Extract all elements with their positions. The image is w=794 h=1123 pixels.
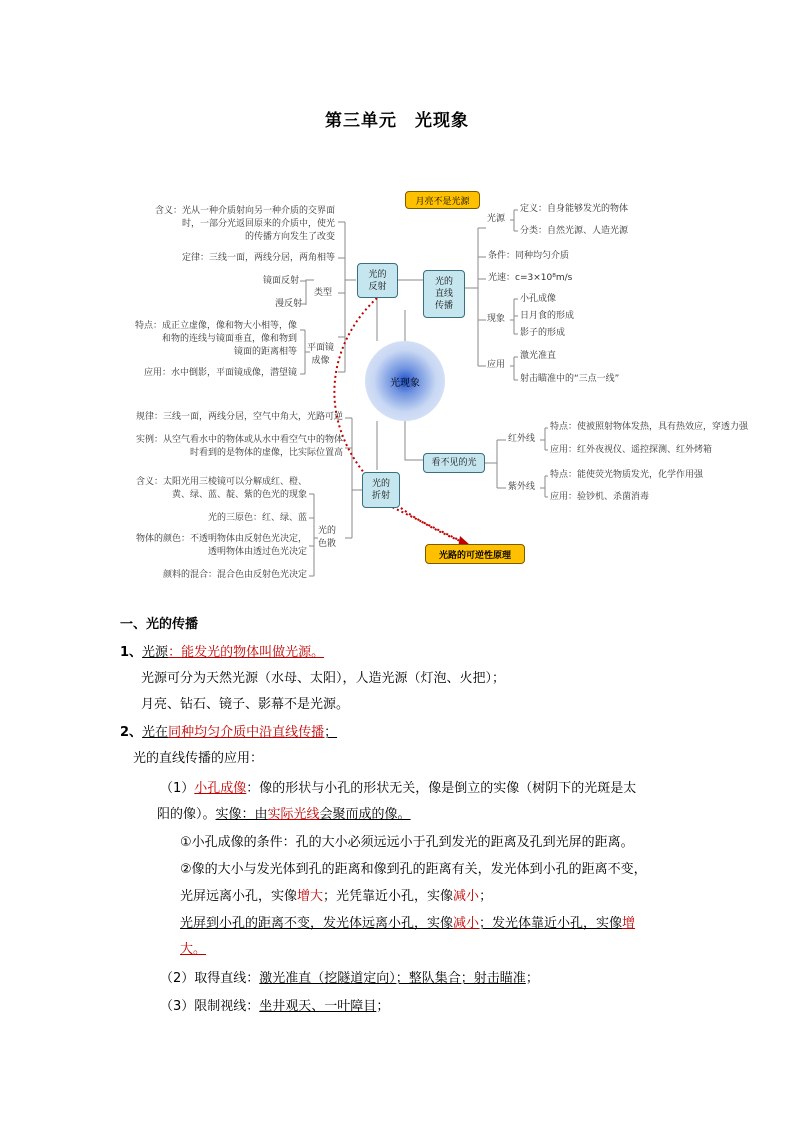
node-straight-propagation: 光的直线传播 — [423, 270, 465, 318]
condition-3-line2: 大。 — [180, 942, 207, 957]
refraction-example: 实例：从空气看水中的物体或从水中看空气中的物体 时看到的是物体的虚像，比实际位置高 — [135, 435, 343, 458]
straight-app-label: 应用 — [487, 360, 506, 370]
mindmap-center: 光现象 — [365, 341, 445, 421]
object-color: 物体的颜色：不透明物体由反射色光决定， 透明物体由透过色光决定 — [135, 534, 307, 557]
paragraph-1-line2: 光源可分为天然光源（水母、太阳），人造光源（灯泡、火把）； — [141, 671, 506, 686]
source-label: 光源 — [487, 214, 506, 224]
app-1-line1: （1）小孔成像：像的形状与小孔的形状无关，像是倒立的实像（树阴下的光斑是太 — [160, 781, 637, 796]
paragraph-1: 1、光源：能发光的物体叫做光源。 — [120, 645, 325, 660]
plane-mirror-label: 平面镜 成像 — [307, 343, 335, 366]
infrared-application: 应用：红外夜视仪、遥控探测、红外烤箱 — [550, 445, 713, 455]
propagation-condition: 条件：同种均匀介质 — [488, 251, 570, 261]
callout-reversibility: 光路的可逆性原理 — [425, 544, 525, 564]
condition-2-line1: ②像的大小与发光体到孔的距离和像到孔的距离有关，发光体到小孔的距离不变， — [180, 862, 647, 877]
primary-colors: 光的三原色：红、绿、蓝 — [207, 513, 307, 523]
phenomena-label: 现象 — [487, 314, 506, 324]
app-3: （3）限制视线：坐井观天、一叶障目； — [160, 999, 390, 1014]
app-aiming: 射击瞄准中的“三点一线” — [520, 374, 620, 384]
dispersion-meaning: 含义：太阳光用三棱镜可以分解成红、橙、 黄、绿、蓝、靛、紫的色光的现象 — [135, 477, 307, 500]
paragraph-2: 2、光在同种均匀介质中沿直线传播； — [120, 725, 338, 740]
pigment-mixing: 颜料的混合：混合色由反射色光决定 — [162, 570, 307, 580]
infrared-label: 红外线 — [508, 434, 536, 444]
node-reflection: 光的反射 — [357, 263, 398, 298]
node-refraction: 光的折射 — [362, 472, 400, 508]
mirror-reflection: 镜面反射 — [263, 276, 300, 286]
reflection-law: 定律：三线一面，两线分居，两角相等 — [181, 253, 335, 263]
callout-moon: 月亮不是光源 — [405, 191, 480, 209]
phenomenon-eclipse: 日月食的形成 — [520, 311, 575, 321]
app-laser: 激光准直 — [520, 351, 557, 361]
application-intro: 光的直线传播的应用： — [133, 751, 264, 766]
infrared-feature: 特点：使被照射物体发热，具有热效应，穿透力强 — [550, 422, 749, 432]
light-speed: 光速：c=3×10⁸m/s — [488, 273, 573, 283]
reflection-types: 类型 — [314, 288, 333, 298]
app-2: （2）取得直线：激光准直（挖隧道定向）；整队集合；射击瞄准； — [160, 971, 539, 986]
app-1-line2: 阳的像）。实像：由实际光线会聚而成的像。 — [157, 807, 411, 822]
diffuse-reflection: 漫反射 — [275, 299, 303, 309]
condition-1: ①小孔成像的条件：孔的大小必须远远小于孔到发光的距离及孔到光屏的距离。 — [180, 835, 634, 850]
paragraph-1-line3: 月亮、钻石、镜子、影幕不是光源。 — [141, 697, 350, 712]
section-heading: 一、光的传播 — [120, 617, 199, 632]
condition-3-line1: 光屏到小孔的距离不变，发光体远离小孔，实像减小；发光体靠近小孔，实像增 — [180, 916, 636, 931]
ultraviolet-label: 紫外线 — [508, 482, 536, 492]
phenomenon-shadow: 影子的形成 — [520, 328, 566, 338]
refraction-law: 规律：三线一面，两线分居，空气中角大，光路可逆 — [135, 412, 343, 422]
dispersion-label: 光的 色散 — [318, 526, 337, 549]
condition-2-line2: 光屏远离小孔，实像增大；光凭靠近小孔，实像减小； — [180, 889, 493, 904]
plane-mirror-features: 特点：成正立虚像，像和物大小相等，像 和物的连线与镜面垂直，像和物到 镜面的距离相等 — [134, 321, 297, 357]
ultraviolet-application: 应用：验钞机、杀菌消毒 — [550, 492, 650, 502]
reflection-meaning: 含义：光从一种介质射向另一种介质的交界面 时，一部分光返回原来的介质中，使光 的传播方向发生了改变 — [154, 206, 335, 242]
plane-mirror-application: 应用：水中倒影，平面镜成像，潜望镜 — [143, 368, 297, 378]
page-title: 第三单元 光现象 — [325, 111, 469, 131]
source-classification: 分类：自然光源、人造光源 — [520, 226, 629, 236]
source-definition: 定义：自身能够发光的物体 — [520, 204, 629, 214]
node-invisible-light: 看不见的光 — [423, 453, 485, 473]
ultraviolet-feature: 特点：能使荧光物质发光，化学作用强 — [550, 470, 704, 480]
phenomenon-pinhole: 小孔成像 — [520, 294, 557, 304]
